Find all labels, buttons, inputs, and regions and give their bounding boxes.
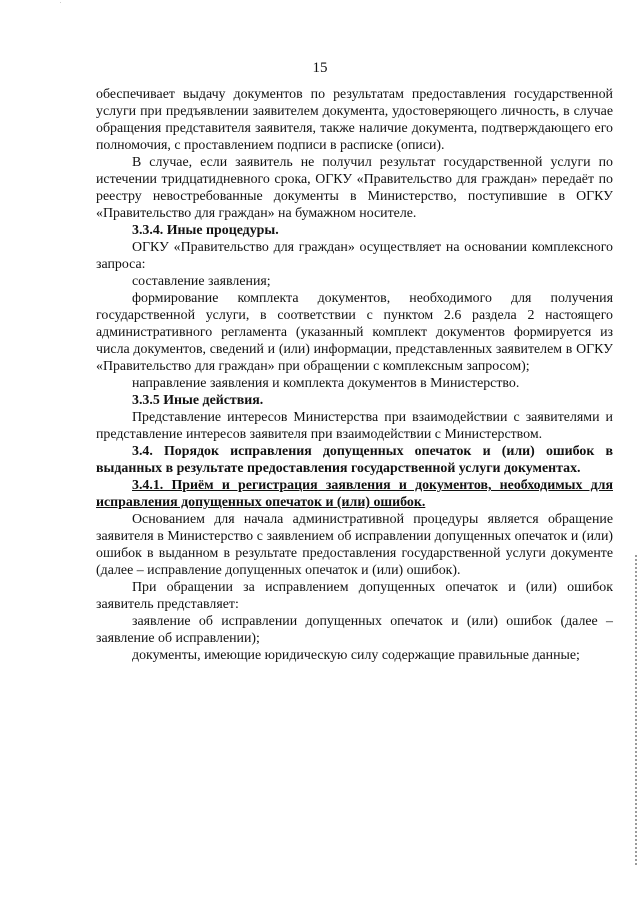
paragraph: Представление интересов Министерства при взаимодействии с заявителями и представление интересов заявителя при взаимодействии с Министерством. (96, 410, 613, 442)
list-item: направление заявления и комплекта документов в Министерство. (132, 376, 520, 391)
list-item: составление заявления; (132, 274, 271, 289)
paragraph: обеспечивает выдачу документов по результатам предоставления государственной услуги при предъявлении заявителем документа, удостоверяющего личность, в случае обращения представителя заявителя, также наличие документа, подтверждающего его полномочия, с проставлением подписи в расписке (описи). (96, 87, 613, 153)
page-number: 15 (312, 60, 328, 76)
document-body (96, 86, 613, 664)
scan-artifact (60, 2, 61, 3)
paragraph: В случае, если заявитель не получил результат государственной услуги по истечении тридцатидневного срока, ОГКУ «Правительство для граждан» передаёт по реестру невостребованные документы в Министерство, поступившие в ОГКУ «Правительство для граждан» на бумажном носителе. (96, 155, 613, 221)
list-item: документы, имеющие юридическую силу содержащие правильные данные; (132, 648, 580, 663)
list-item: формирование комплекта документов, необходимого для получения государственной услуги, в соответствии с пунктом 2.6 раздела 2 настоящего административного регламента (указанный комплект документов формируется из числа документов, сведений и (или) информации, представленных заявителем в ОГКУ «Правительство для граждан» при обращении с комплексным запросом); (96, 291, 613, 374)
paragraph: Основанием для начала административной процедуры является обращение заявителя в Министерство с заявлением об исправлении допущенных опечаток и (или) ошибок в выданном в результате предоставления государственной услуги документе (далее – исправление допущенных опечаток и (или) ошибок). (96, 512, 613, 578)
section-heading: 3.3.4. Иные процедуры. (132, 223, 279, 238)
list-item: заявление об исправлении допущенных опечаток и (или) ошибок (далее – заявление об исправлении); (96, 614, 613, 646)
scan-edge-artifact (635, 555, 637, 865)
paragraph: При обращении за исправлением допущенных опечаток и (или) ошибок заявитель представляет: (96, 580, 613, 612)
subsection-heading: 3.4.1. Приём и регистрация заявления и документов, необходимых для исправления допущенных опечаток и (или) ошибок. (96, 478, 613, 510)
section-heading: 3.3.5 Иные действия. (132, 393, 264, 408)
paragraph: ОГКУ «Правительство для граждан» осуществляет на основании комплексного запроса: (96, 240, 613, 272)
section-heading: 3.4. Порядок исправления допущенных опечаток и (или) ошибок в выданных в результате предоставления государственной услуги документах. (96, 444, 613, 476)
